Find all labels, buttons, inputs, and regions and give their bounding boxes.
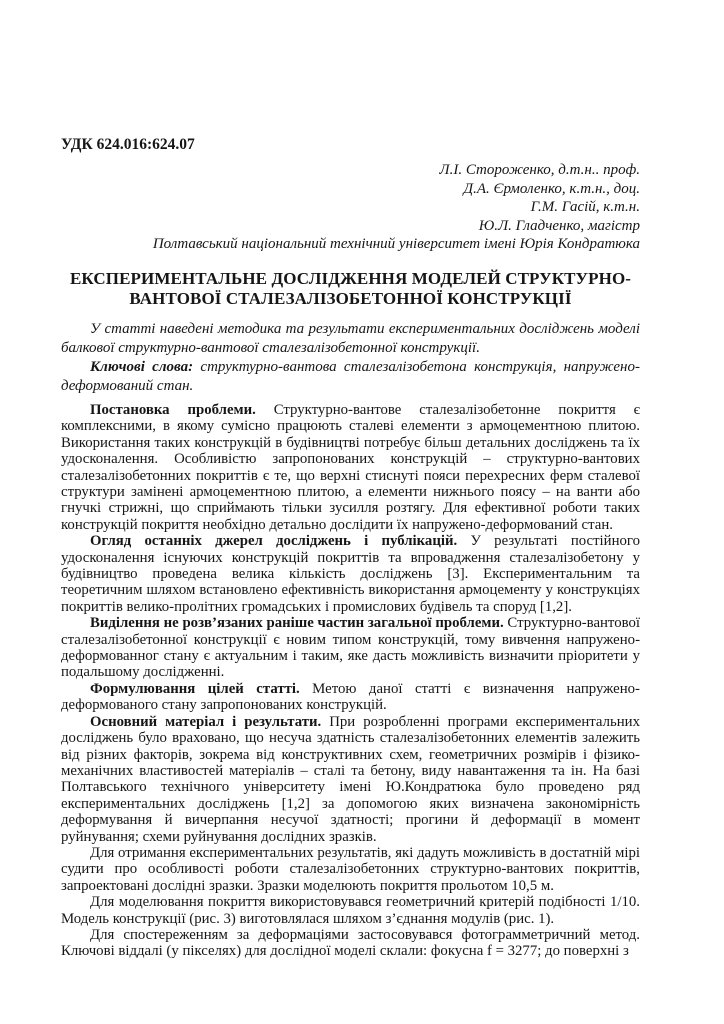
- udc-number: УДК 624.016:624.07: [61, 136, 195, 153]
- body-paragraph: [61, 681, 640, 714]
- author-line: Ю.Л. Гладченко, магістр: [478, 217, 640, 234]
- article-title-line: ВАНТОВОЇ СТАЛЕЗАЛІЗОБЕТОННОЇ КОНСТРУКЦІЇ: [129, 288, 572, 308]
- paragraph-lead: Виділення не розв’язаних раніше частин загальної проблеми.: [90, 615, 504, 632]
- paragraph-text: Для моделювання покриття використовувався геометричний критерій подібності 1/10. Модель конструкції (рис. 3) виготовлялася шляхом з’єднання модулів (рис. 1).: [61, 894, 640, 927]
- paragraph-text: У результаті постійного удосконалення існуючих конструкцій покриттів та впровадження сталезалізобетону у будівництво проведена велика кількість досліджень [3]. Експериментальним та теоретичним шляхом встановлено ефективність використання армоцементу у конструкціях покриттів велико-пролітних громадських і промислових будівель та споруд [1,2].: [61, 533, 640, 615]
- article-body: [61, 402, 640, 960]
- paragraph-text: Структурно-вантової сталезалізобетонної конструкції є новим типом конструкцій, тому вивчення напружено-деформованног стану є актуальним і таким, яке дасть можливість визначити пріоритети у подальшому дослідженні.: [61, 615, 640, 681]
- body-paragraph: [61, 894, 640, 927]
- body-paragraph: [61, 402, 640, 533]
- author-line: Л.І. Стороженко, д.т.н.. проф.: [439, 162, 640, 178]
- author-line: Г.М. Гасій, к.т.н.: [530, 199, 640, 216]
- paragraph-text: Метою даної статті є визначення напружено-деформованого стану запропонованих конструкцій.: [61, 680, 640, 714]
- body-paragraph: [61, 533, 640, 615]
- body-paragraph: [61, 615, 640, 681]
- article-title-line: ЕКСПЕРИМЕНТАЛЬНЕ ДОСЛІДЖЕННЯ МОДЕЛЕЙ СТРУКТУРНО-: [69, 268, 632, 288]
- paragraph-text: Структурно-вантове сталезалізобетонне покриття є комплексними, в якому сумісно працюють сталеві елементи з армоцементною плитою. Використання таких конструкцій в будівництві потребує більш детальних досліджень та їх удосконалення. Особливістю запропонованих конструкцій – структурно-вантових сталезалізобетонних покриттів є те, що верхні стиснуті пояси перехресних ферм сталевої структури замінені армоцементною плитою, а елементи нижнього поясу – на ванти або гнучкі стрижні, що сприймають тільки зусилля розтягу. Для ефективної роботи таких конструкцій покриття необхідно детально дослідити їх напружено-деформований стан.: [61, 401, 641, 533]
- paragraph-lead: Основний матеріал і результати.: [90, 713, 322, 730]
- abstract-block: [61, 320, 640, 396]
- body-paragraph: [61, 927, 640, 960]
- abstract-text: У статті наведені методика та результати експериментальних досліджень моделі балкової структурно-вантової сталезалізобетонної конструкції.: [61, 320, 640, 356]
- author-block: [61, 161, 640, 235]
- paragraph-lead: Формулювання цілей статті.: [90, 680, 300, 697]
- page-content: [61, 136, 640, 960]
- paragraph-text: Для спостереженням за деформаціями застосовувався фотограмметричний метод. Ключові віддалі (у пікселях) для дослідної моделі склали: фокусна f = 3277; до поверхні з: [61, 926, 640, 960]
- keywords-text: структурно-вантова сталезалізобетона конструкція, напружено-деформований стан.: [61, 358, 640, 394]
- paragraph-text: При розробленні програми експериментальних досліджень було враховано, що несуча здатність сталезалізобетонних елементів залежить від різних факторів, зокрема від конструктивних схем, геометричних розмірів і фізико-механічних властивостей матеріалів – сталі та бетону, виду навантаження та ін. На базі Полтавського технічного університету імені Ю.Кондратюка було проведено ряд експериментальних досліджень [1,2] за допомогою яких визначена закономірність деформування й вичерпання несучої здатності; прогини й деформації в момент руйнування; схеми руйнування дослідних зразків.: [61, 713, 640, 845]
- affiliation: Полтавський національний технічний університет імені Юрія Кондратюка: [152, 236, 640, 253]
- body-paragraph: [61, 845, 640, 894]
- author-line: Д.А. Єрмоленко, к.т.н., доц.: [463, 180, 640, 197]
- keywords-label: Ключові слова:: [90, 358, 194, 375]
- keywords-line: [61, 358, 640, 396]
- body-paragraph: [61, 714, 640, 845]
- paragraph-lead: Огляд останніх джерел досліджень і публікацій.: [90, 533, 458, 550]
- paragraph-text: Для отримання експериментальних результатів, які дадуть можливість в достатній мірі судити про особливості роботи сталезалізобетонних структурно-вантових покриттів, запроектовані дослідні зразки. Зразки моделюють покриття прольотом 10,5 м.: [61, 844, 640, 894]
- article-title: [61, 269, 640, 309]
- paragraph-lead: Постановка проблеми.: [90, 401, 256, 418]
